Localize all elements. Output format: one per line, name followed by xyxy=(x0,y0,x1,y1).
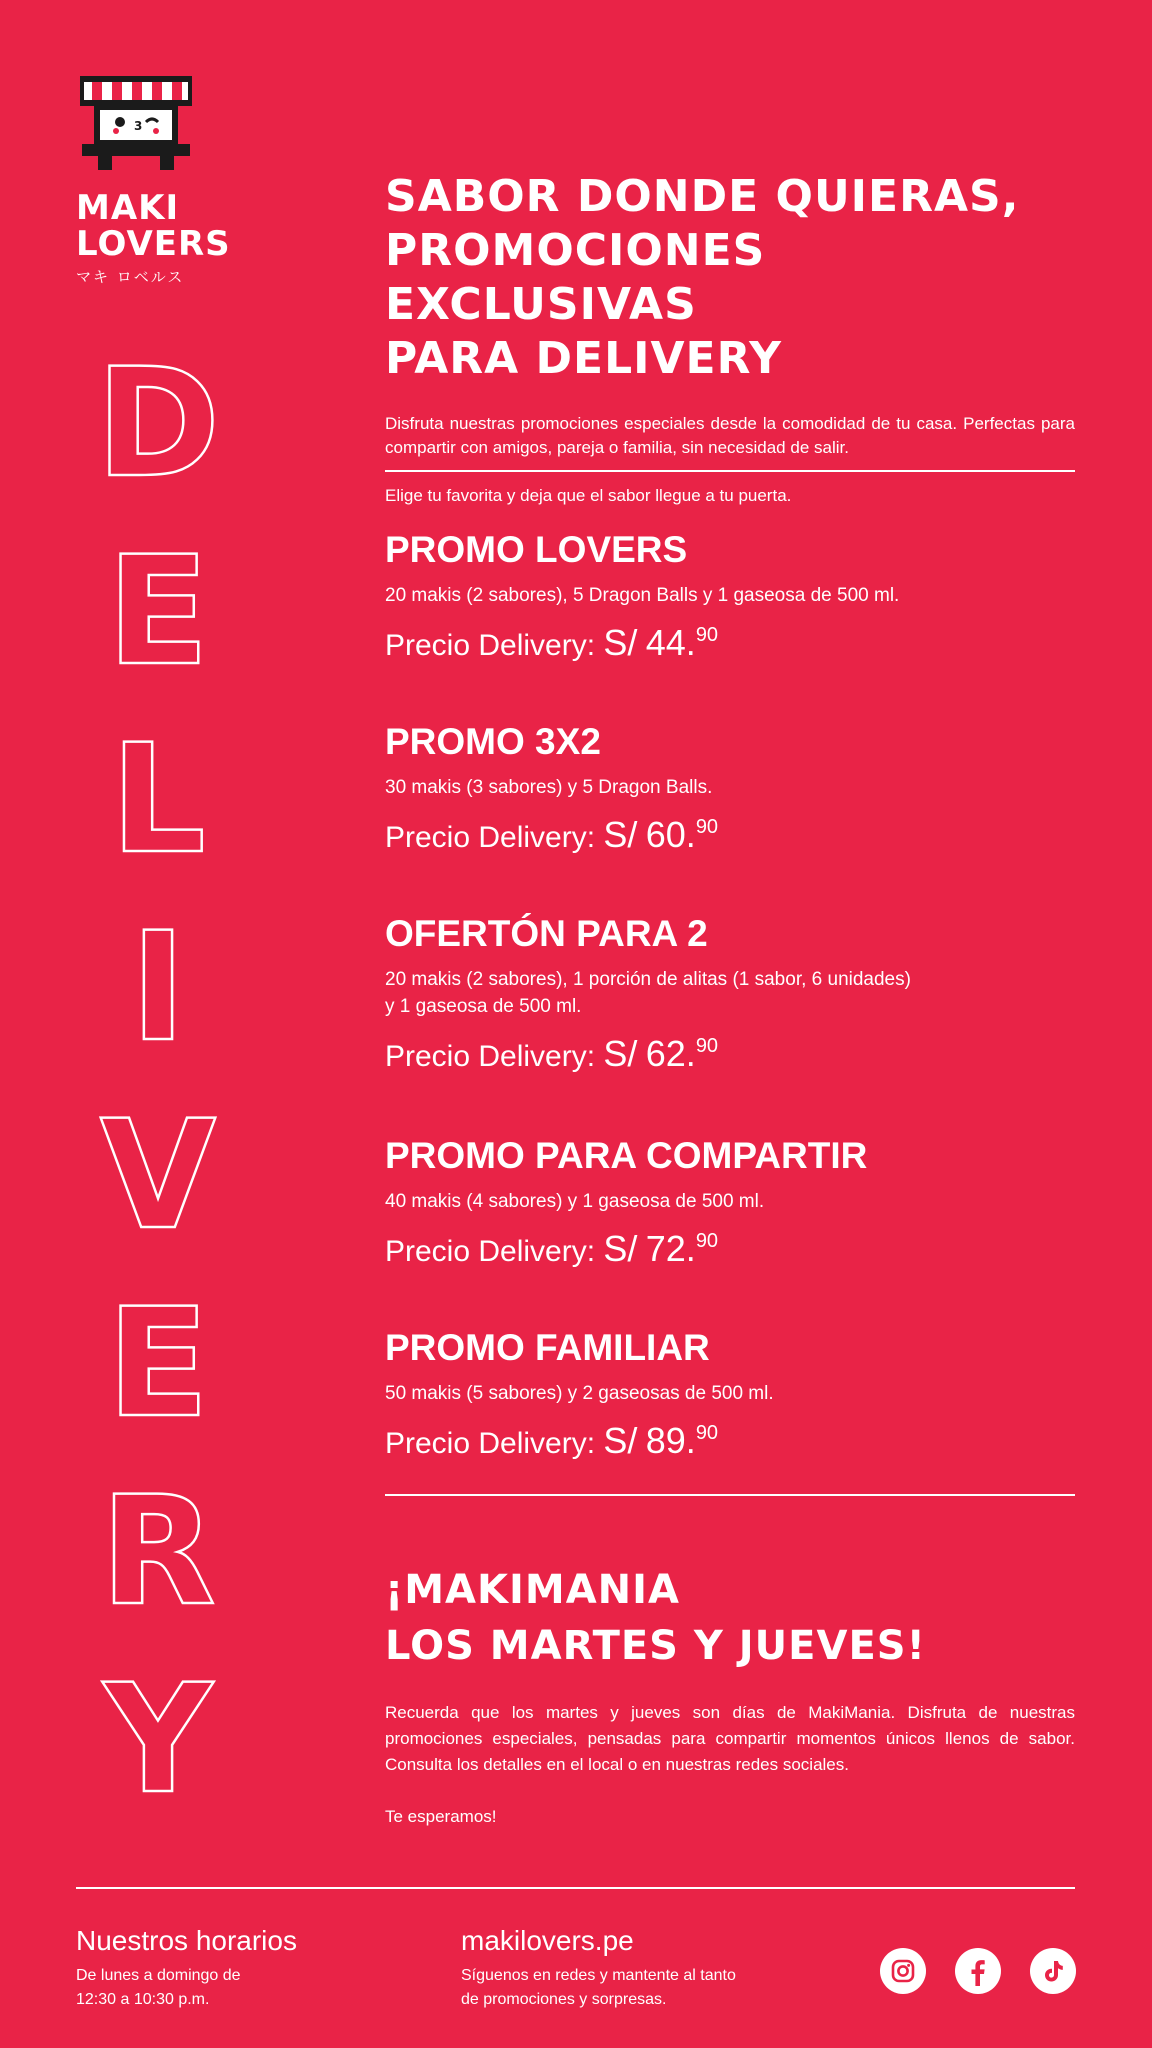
maki-truck-icon xyxy=(76,72,196,172)
price-currency: S/ xyxy=(603,1420,638,1461)
price-cents: 90 xyxy=(695,624,719,646)
price-currency: S/ xyxy=(603,1033,638,1074)
website-line: Síguenos en redes y mantente al tanto xyxy=(461,1967,736,1984)
intro-closing: Elige tu favorita y deja que el sabor llegue a tu puerta. xyxy=(385,486,792,505)
promo-item xyxy=(385,528,1075,664)
side-letter: D xyxy=(95,337,221,511)
price-label: Precio Delivery: xyxy=(385,1427,596,1460)
side-letter: R xyxy=(100,1465,216,1639)
side-letter: L xyxy=(110,713,206,887)
website-text xyxy=(461,1964,736,2012)
title-line: PARA DELIVERY xyxy=(385,333,782,384)
promo-description: 20 makis (2 sabores), 5 Dragon Balls y 1 gaseosa de 500 ml. xyxy=(385,585,900,606)
header-section xyxy=(385,170,1075,508)
facebook-icon[interactable] xyxy=(955,1948,1001,1994)
promo-description-line: 20 makis (2 sabores), 1 porción de alitas (1 sabor, 6 unidades) xyxy=(385,969,911,990)
promo-description xyxy=(385,966,1075,1020)
promo-price xyxy=(385,1028,1075,1075)
price-cents: 90 xyxy=(695,1230,719,1252)
price-amount: 62. xyxy=(645,1033,696,1074)
brand-name xyxy=(76,190,276,262)
price-label: Precio Delivery: xyxy=(385,1235,596,1268)
price-label: Precio Delivery: xyxy=(385,821,596,854)
divider xyxy=(385,1494,1075,1496)
promo-item xyxy=(385,912,1075,1075)
title-line: PROMOCIONES EXCLUSIVAS xyxy=(385,225,766,330)
side-letter: V xyxy=(99,1089,217,1263)
price-label: Precio Delivery: xyxy=(385,629,596,662)
price-amount: 60. xyxy=(645,814,696,855)
makimania-title-line: ¡MAKIMANIA xyxy=(385,1567,680,1613)
price-currency: S/ xyxy=(603,1228,638,1269)
makimania-text: Recuerda que los martes y jueves son días de MakiMania. Disfruta de nuestras promociones especiales, pensadas para compartir momentos únicos llenos de sabor. Consulta los detalles en el local o en nuestras redes sociales. xyxy=(385,1703,1075,1774)
promo-description-line: y 1 gaseosa de 500 ml. xyxy=(385,996,582,1017)
price-cents: 90 xyxy=(695,1422,719,1444)
promo-title: PROMO 3X2 xyxy=(385,721,601,762)
website-link[interactable]: makilovers.pe xyxy=(461,1925,634,1956)
divider xyxy=(385,470,1075,472)
price-amount: 89. xyxy=(645,1420,696,1461)
price-currency: S/ xyxy=(603,814,638,855)
price-amount: 44. xyxy=(645,622,696,663)
hours-line: 12:30 a 10:30 p.m. xyxy=(76,1991,210,2008)
promo-title: PROMO PARA COMPARTIR xyxy=(385,1135,868,1176)
brand-kana: マキ ロベルス xyxy=(76,268,185,286)
price-cents: 90 xyxy=(695,1035,719,1057)
hours-text xyxy=(76,1964,297,2012)
makimania-closing: Te esperamos! xyxy=(385,1807,497,1826)
promo-price xyxy=(385,617,1075,664)
promo-title: PROMO LOVERS xyxy=(385,529,688,570)
brand-logo xyxy=(76,72,276,287)
makimania-title-line: LOS MARTES Y JUEVES! xyxy=(385,1623,926,1669)
hours-title: Nuestros horarios xyxy=(76,1925,297,1956)
footer-divider xyxy=(76,1887,1075,1889)
promo-item xyxy=(385,720,1075,856)
title-line: SABOR DONDE QUIERAS, xyxy=(385,171,1020,222)
side-letter: Y xyxy=(103,1653,213,1827)
tiktok-icon[interactable] xyxy=(1030,1948,1076,1994)
promo-price xyxy=(385,809,1075,856)
intro-paragraph: Disfruta nuestras promociones especiales desde la comodidad de tu casa. Perfectas para compartir con amigos, pareja o familia, sin necesidad de salir. xyxy=(385,414,1075,457)
promo-item xyxy=(385,1326,1075,1462)
price-label: Precio Delivery: xyxy=(385,1040,596,1073)
promo-description: 40 makis (4 sabores) y 1 gaseosa de 500 ml. xyxy=(385,1191,765,1212)
page-title xyxy=(385,170,1075,386)
promo-description: 50 makis (5 sabores) y 2 gaseosas de 500 ml. xyxy=(385,1383,774,1404)
svg-text:3: 3 xyxy=(134,119,143,133)
hours-block xyxy=(76,1924,297,2012)
website-line: de promociones y sorpresas. xyxy=(461,1991,667,2008)
price-currency: S/ xyxy=(603,622,638,663)
promo-price xyxy=(385,1223,1075,1270)
side-letter: E xyxy=(106,525,210,699)
makimania-title xyxy=(385,1562,1075,1674)
side-letter: E xyxy=(106,1277,210,1451)
side-letter: I xyxy=(130,901,186,1075)
vertical-delivery-word xyxy=(88,330,228,1834)
promo-description: 30 makis (3 sabores) y 5 Dragon Balls. xyxy=(385,777,713,798)
price-amount: 72. xyxy=(645,1228,696,1269)
makimania-section xyxy=(385,1562,1075,1830)
promo-title: OFERTÓN PARA 2 xyxy=(385,913,708,954)
brand-name-line2: LOVERS xyxy=(76,224,231,264)
instagram-icon[interactable] xyxy=(880,1948,926,1994)
hours-line: De lunes a domingo de xyxy=(76,1967,241,1984)
promo-price xyxy=(385,1415,1075,1462)
promo-title: PROMO FAMILIAR xyxy=(385,1327,710,1368)
promo-item xyxy=(385,1134,1075,1270)
website-block xyxy=(461,1924,736,2012)
brand-name-line1: MAKI xyxy=(76,188,180,228)
price-cents: 90 xyxy=(695,816,719,838)
